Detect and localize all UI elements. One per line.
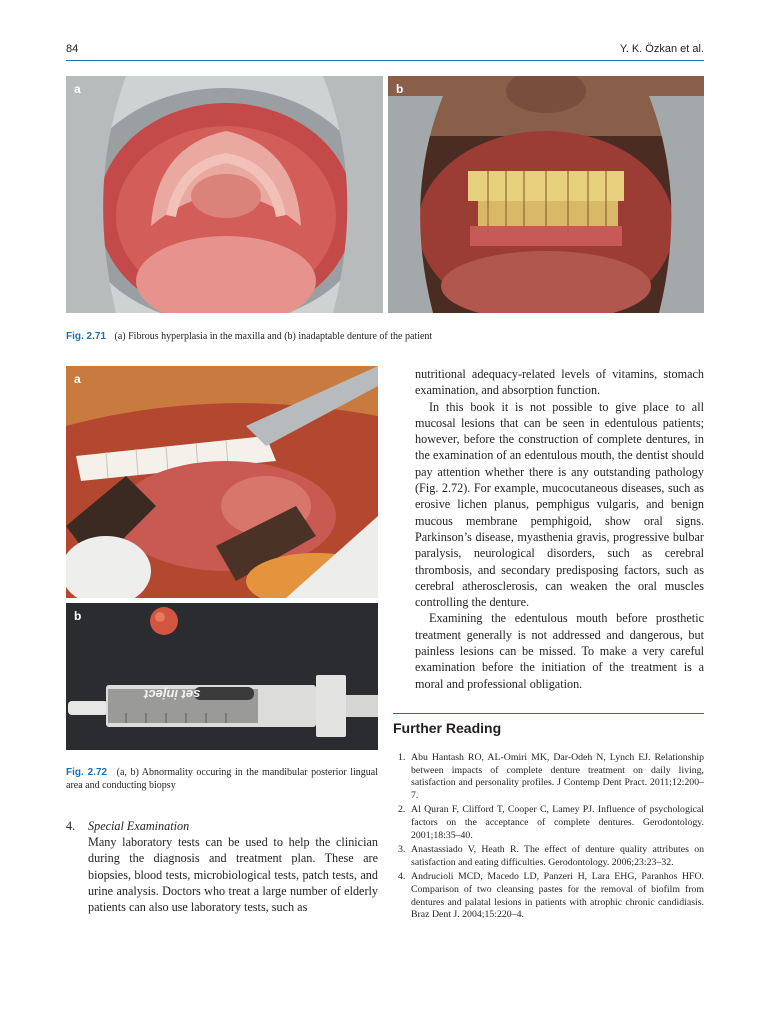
figure-label: Fig. 2.72 xyxy=(66,767,108,778)
figure-2-72b-photo xyxy=(66,603,378,750)
reference-number: 1. xyxy=(398,752,406,763)
reference-number: 2. xyxy=(398,804,406,816)
mandibular-lesion-image xyxy=(66,366,378,598)
running-header xyxy=(66,41,704,61)
section-heading xyxy=(66,818,378,834)
reference-list xyxy=(398,752,704,924)
reference-number: 4. xyxy=(398,871,406,883)
biopsy-syringe-image xyxy=(66,603,378,750)
paragraph: Examining the edentulous mouth before prosthetic treatment generally is not addressed and dangerous, but painless lesions can be missed. To make a very careful examination before the initiation of the treatment is a moral and professional obligation. xyxy=(415,611,704,691)
figure-2-71-caption xyxy=(66,330,706,343)
section-number: 4. xyxy=(66,819,76,833)
reference-item xyxy=(398,871,704,921)
section-divider xyxy=(393,713,704,714)
reference-item xyxy=(398,752,704,802)
caption-text: (a) Fibrous hyperplasia in the maxilla and (b) inadaptable denture of the patient xyxy=(114,331,433,342)
panel-label-b: b xyxy=(74,609,82,623)
section-title: Special Examination xyxy=(88,819,190,833)
page-number: 84 xyxy=(66,43,79,55)
reference-number: 3. xyxy=(398,844,406,856)
caption-text: (a, b) Abnormality occuring in the mandibular posterior lingual area and conducting biopsy xyxy=(66,767,379,791)
figure-2-72-caption xyxy=(66,766,378,792)
reference-text: Anastassiado V, Heath R. The effect of denture quality attributes on satisfaction and eating difficulties. Gerodontology. 2006;23:23–32. xyxy=(411,844,704,868)
paragraph: nutritional adequacy-related levels of vitamins, stomach examination, and absorption function. xyxy=(415,367,704,398)
paragraph: In this book it is not possible to give place to all mucosal lesions that can be seen in edentulous patients; however, before the construction of complete dentures, in the examination of an edentulous mouth, the dentist should pay attention whether there is any outstanding pathology (Fig. 2.72). For example, mucocutaneous diseases, such as erosive lichen planus, pemphigus vulgaris, and benign mucous membrane pemphigoid, show oral signs. Parkinson’s disease, myasthenia gravis, progressive bulbar paralysis, neurological disorders, such as cerebral thrombosis, and secondary predisposing factors, such as cerebral atherosclerosis, can weaken the oral muscles controlling the denture. xyxy=(415,399,704,610)
reference-text: Al Quran F, Clifford T, Cooper C, Lamey PJ. Influence of psychological factors on the acceptance of complete dentures. Gerodontology. 2001;18:35–40. xyxy=(411,804,704,841)
reference-item xyxy=(398,804,704,842)
figure-label: Fig. 2.71 xyxy=(66,331,107,342)
panel-label-b: b xyxy=(396,82,404,96)
further-reading-heading: Further Reading xyxy=(393,720,502,736)
figure-2-71a-photo xyxy=(66,76,383,313)
panel-label-a: a xyxy=(74,82,81,96)
running-author: Y. K. Özkan et al. xyxy=(619,43,704,55)
syringe-brand-label: set inject xyxy=(144,687,201,702)
reference-text: Andrucioli MCD, Macedo LD, Panzeri H, Lara EHG, Paranhos HFO. Comparison of two cleansing pastes for the removal of biofilm from dentures and palatal lesions in patients with atrophic chronic candidiasis. Braz Dent J. 2004;15:220–4. xyxy=(411,871,704,921)
figure-2-71b-photo xyxy=(388,76,704,313)
reference-item xyxy=(398,844,704,869)
special-examination-section xyxy=(66,818,378,915)
panel-label-a: a xyxy=(74,372,81,386)
reference-text: Abu Hantash RO, AL-Omiri MK, Dar-Odeh N, Lynch EJ. Relationship between impacts of complete denture treatment on daily living, satisfaction and personality profiles. J Contemp Dent Pract. 2011;12:200–7. xyxy=(411,752,704,801)
maxilla-fibrous-hyperplasia-image xyxy=(66,76,383,313)
right-column-text xyxy=(415,366,704,692)
paragraph: Many laboratory tests can be used to help the clinician during the diagnosis and treatment plan. These are biopsies, blood tests, microbiological tests, patch tests, and urine analysis. Doctors who treat a large number of elderly patients can also use laboratory tests, such as xyxy=(88,835,378,915)
figure-2-72a-photo xyxy=(66,366,378,598)
denture-patient-image xyxy=(388,76,704,313)
